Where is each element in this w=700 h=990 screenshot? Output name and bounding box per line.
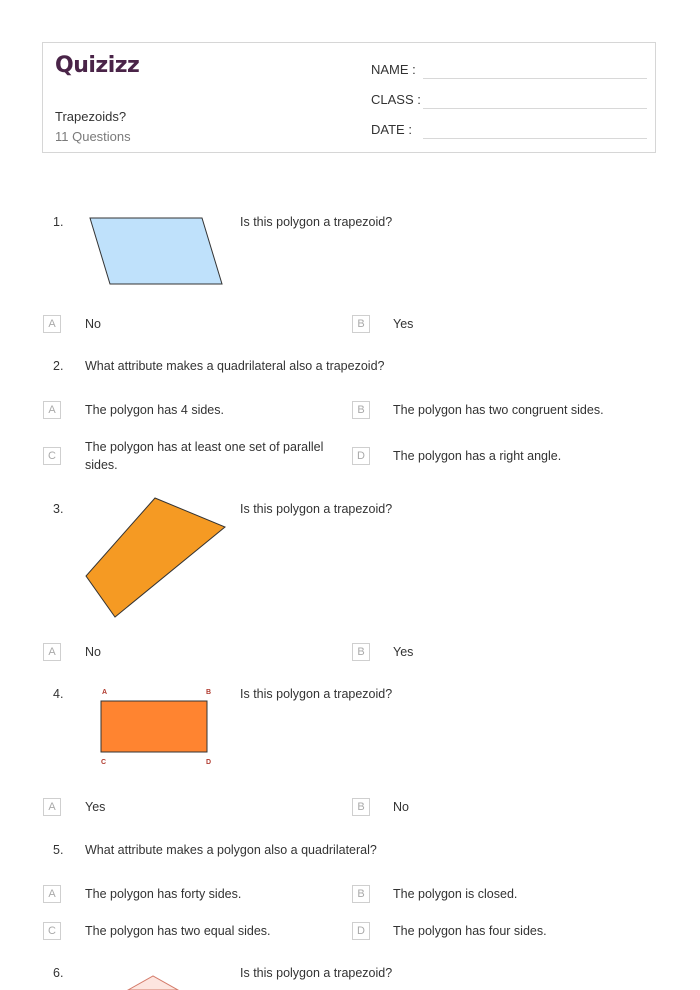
option-letter[interactable]: A — [43, 315, 61, 333]
option-letter[interactable]: B — [352, 798, 370, 816]
date-field[interactable] — [423, 138, 647, 139]
worksheet-header — [42, 42, 656, 153]
question-text: Is this polygon a trapezoid? — [240, 687, 393, 701]
question-number: 3. — [53, 502, 64, 516]
option-letter[interactable]: A — [43, 643, 61, 661]
question-text: Is this polygon a trapezoid? — [240, 215, 393, 229]
question-number: 5. — [53, 843, 64, 857]
vertex-label-a: A — [102, 689, 108, 696]
option-text[interactable]: The polygon has forty sides. — [85, 887, 242, 901]
option-letter[interactable]: A — [43, 798, 61, 816]
question-text: What attribute makes a polygon also a quadrilateral? — [85, 843, 377, 857]
option-text[interactable]: The polygon is closed. — [393, 887, 518, 901]
question-text: Is this polygon a trapezoid? — [240, 502, 393, 516]
vertex-label-b: B — [206, 689, 212, 696]
class-field[interactable] — [423, 108, 647, 109]
option-text[interactable]: Yes — [85, 800, 106, 814]
option-letter[interactable]: C — [43, 922, 61, 940]
option-text[interactable]: No — [85, 645, 101, 659]
option-text[interactable]: Yes — [393, 317, 414, 331]
option-letter[interactable]: A — [43, 401, 61, 419]
worksheet-title: Trapezoids? — [55, 109, 127, 124]
option-text[interactable]: The polygon has a right angle. — [393, 449, 562, 463]
question-text: Is this polygon a trapezoid? — [240, 966, 393, 980]
option-text[interactable]: The polygon has two congruent sides. — [393, 403, 604, 417]
date-label: DATE : — [371, 122, 412, 137]
option-letter[interactable]: B — [352, 401, 370, 419]
option-letter[interactable]: B — [352, 885, 370, 903]
option-letter[interactable]: B — [352, 643, 370, 661]
name-label: NAME : — [371, 62, 416, 77]
option-text[interactable]: The polygon has at least one set of parallel sides. — [85, 440, 324, 472]
class-label: CLASS : — [371, 92, 421, 107]
vertex-label-d: D — [206, 759, 212, 766]
vertex-label-c: C — [101, 759, 107, 766]
option-text[interactable]: Yes — [393, 645, 414, 659]
option-letter[interactable]: D — [352, 922, 370, 940]
option-text[interactable]: The polygon has four sides. — [393, 924, 547, 938]
option-text[interactable]: No — [393, 800, 409, 814]
option-letter[interactable]: D — [352, 447, 370, 465]
polygon-figure — [0, 0, 1, 1]
option-text[interactable]: The polygon has 4 sides. — [85, 403, 224, 417]
option-text[interactable]: The polygon has two equal sides. — [85, 924, 271, 938]
question-number: 6. — [53, 966, 64, 980]
name-field[interactable] — [423, 78, 647, 79]
question-text: What attribute makes a quadrilateral also a trapezoid? — [85, 359, 385, 373]
question-number: 4. — [53, 687, 64, 701]
question-number: 2. — [53, 359, 64, 373]
quizizz-logo: Quizizz — [55, 53, 140, 78]
option-letter[interactable]: B — [352, 315, 370, 333]
question-number: 1. — [53, 215, 64, 229]
question-count: 11 Questions — [55, 129, 131, 144]
option-letter[interactable]: C — [43, 447, 61, 465]
option-text[interactable]: No — [85, 317, 101, 331]
option-letter[interactable]: A — [43, 885, 61, 903]
